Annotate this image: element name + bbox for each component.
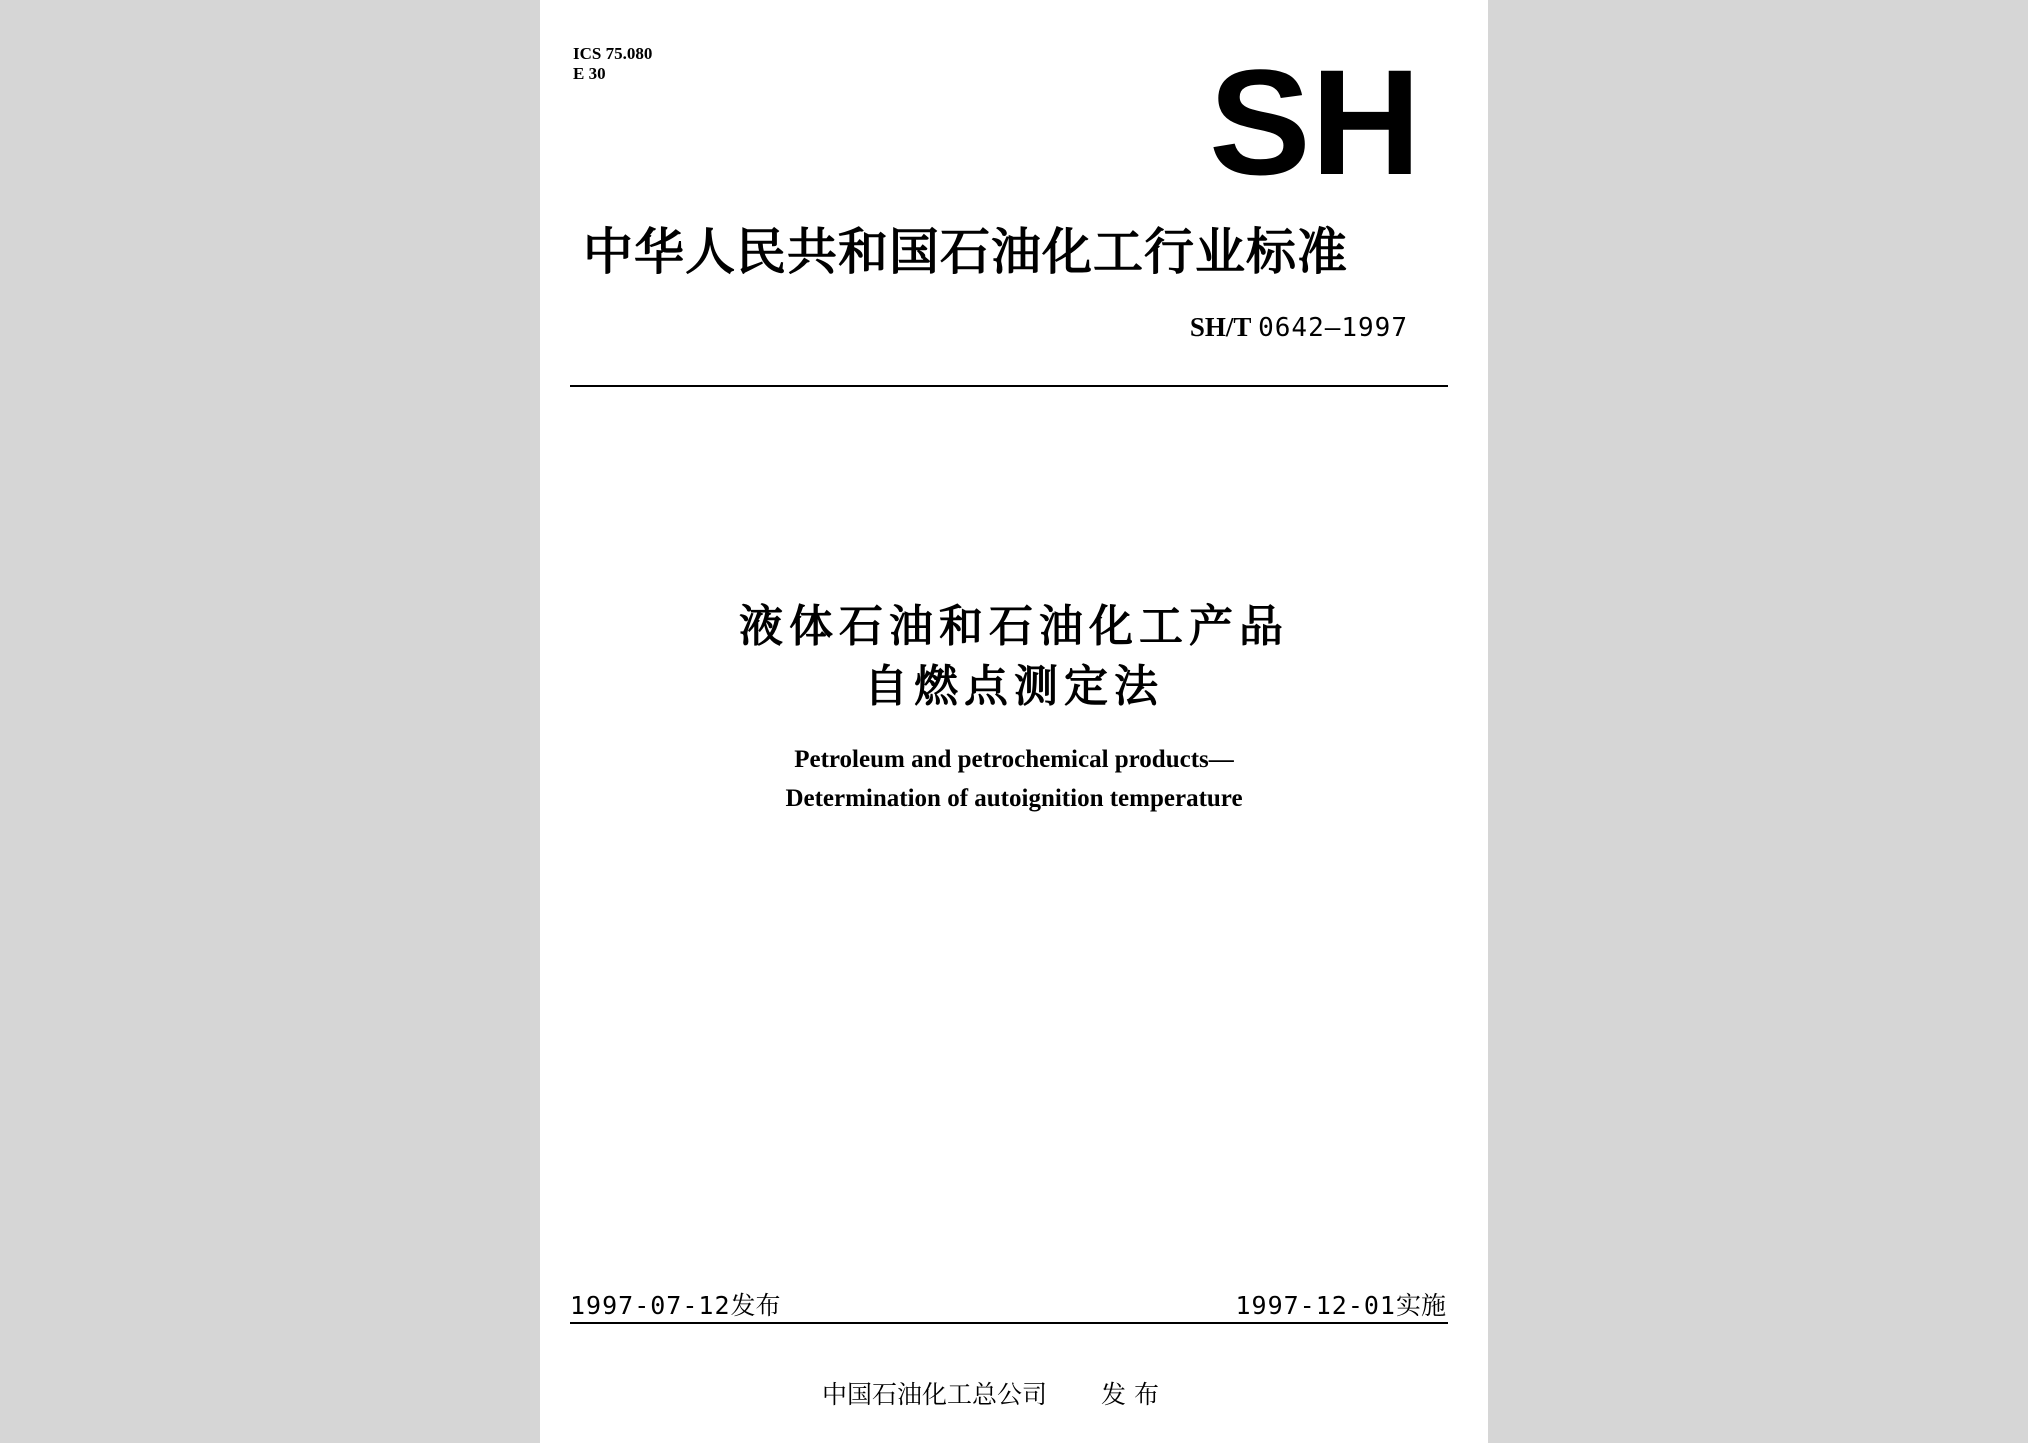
ccs-code: E 30	[573, 64, 606, 83]
standard-number	[1190, 312, 1408, 343]
publisher-line	[822, 1375, 1167, 1411]
footer-divider	[570, 1322, 1448, 1324]
issue-date-value: 1997-07-12	[570, 1291, 731, 1320]
document-page	[540, 0, 1488, 1443]
implementation-date-label: 实施	[1395, 1291, 1446, 1320]
en-title-line2: Determination of autoignition temperature	[785, 785, 1243, 812]
implementation-date-value: 1997-12-01	[1235, 1291, 1396, 1320]
sh-logo	[1205, 58, 1425, 188]
publisher-name: 中国石油化工总公司	[822, 1380, 1048, 1409]
classification-codes	[573, 44, 652, 84]
header-divider	[570, 385, 1448, 387]
standard-category-title: 中华人民共和国石油化工行业标准	[583, 223, 1348, 281]
cn-title-line1: 液体石油和石油化工产品	[739, 601, 1289, 652]
publisher-action: 发布	[1101, 1380, 1168, 1409]
implementation-date	[1235, 1286, 1446, 1322]
standard-number-value: 0642—1997	[1258, 313, 1408, 343]
issue-date-label: 发布	[730, 1291, 781, 1320]
issue-date	[570, 1286, 781, 1322]
cn-title-line2: 自燃点测定法	[864, 661, 1164, 712]
standard-number-prefix: SH/T	[1189, 312, 1252, 342]
en-title-line1: Petroleum and petrochemical products—	[794, 746, 1234, 773]
ics-code: ICS 75.080	[573, 44, 653, 63]
sh-logo-text: SH	[1209, 58, 1421, 188]
